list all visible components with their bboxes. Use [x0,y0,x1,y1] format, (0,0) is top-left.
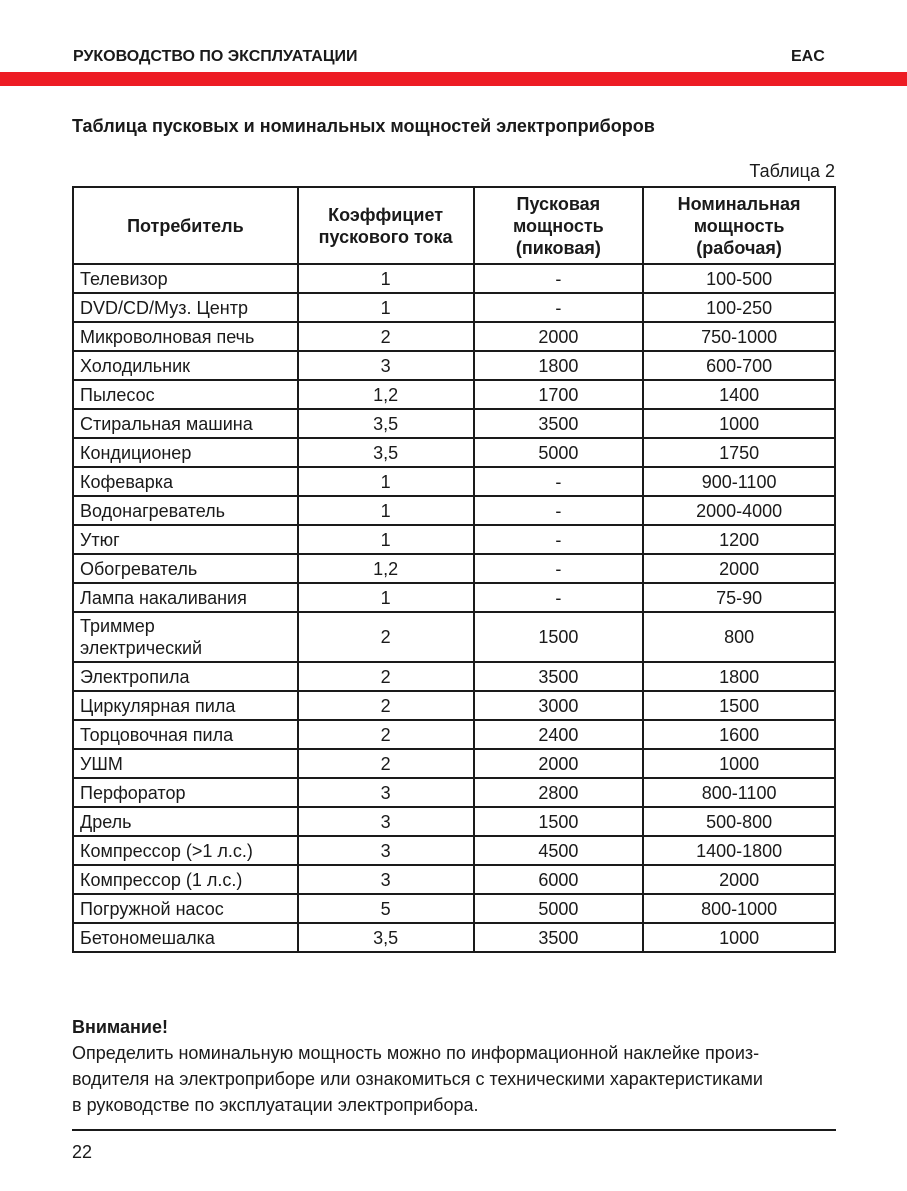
rated-power-cell: 1400 [643,380,835,409]
note-line: в руководстве по эксплуатации электроприбора. [72,1095,479,1115]
rated-power-cell: 100-500 [643,264,835,293]
rated-power-cell: 1500 [643,691,835,720]
coefficient-cell: 1,2 [298,554,474,583]
coefficient-cell: 2 [298,691,474,720]
consumer-cell: Водонагреватель [73,496,298,525]
peak-power-cell: 2400 [474,720,644,749]
coefficient-cell: 2 [298,749,474,778]
coefficient-cell: 3 [298,865,474,894]
rated-power-cell: 1800 [643,662,835,691]
coefficient-cell: 2 [298,612,474,662]
coefficient-cell: 2 [298,720,474,749]
peak-power-cell: - [474,496,644,525]
table-row [73,778,835,807]
column-header: Пусковая мощность (пиковая) [474,187,644,264]
note-line: водителя на электроприборе или ознакомиться с техническими характеристиками [72,1069,763,1089]
table-row [73,807,835,836]
rated-power-cell: 500-800 [643,807,835,836]
consumer-cell: Телевизор [73,264,298,293]
coefficient-cell: 3,5 [298,438,474,467]
rated-power-cell: 800-1100 [643,778,835,807]
running-header-title: РУКОВОДСТВО ПО ЭКСПЛУАТАЦИИ [73,48,358,65]
table-row [73,322,835,351]
rated-power-cell: 1600 [643,720,835,749]
peak-power-cell: 5000 [474,894,644,923]
peak-power-cell: 5000 [474,438,644,467]
peak-power-cell: - [474,293,644,322]
peak-power-cell: 2800 [474,778,644,807]
section-title: Таблица пусковых и номинальных мощностей электроприборов [72,116,655,136]
rated-power-cell: 1200 [643,525,835,554]
note-title: Внимание! [72,1017,168,1037]
table-row [73,662,835,691]
consumer-cell: Лампа накаливания [73,583,298,612]
consumer-cell: Утюг [73,525,298,554]
power-table [72,186,836,953]
coefficient-cell: 1 [298,583,474,612]
coefficient-cell: 2 [298,662,474,691]
note-line: Определить номинальную мощность можно по информационной наклейке произ- [72,1043,760,1063]
coefficient-cell: 2 [298,322,474,351]
consumer-cell: Бетономешалка [73,923,298,952]
coefficient-cell: 1,2 [298,380,474,409]
coefficient-cell: 3 [298,807,474,836]
table-row [73,554,835,583]
coefficient-cell: 3,5 [298,923,474,952]
consumer-cell: Стиральная машина [73,409,298,438]
rated-power-cell: 900-1100 [643,467,835,496]
peak-power-cell: 4500 [474,836,644,865]
consumer-cell: Микроволновая печь [73,322,298,351]
coefficient-cell: 1 [298,496,474,525]
rated-power-cell: 1000 [643,749,835,778]
consumer-cell: Дрель [73,807,298,836]
consumer-cell: Погружной насос [73,894,298,923]
coefficient-cell: 1 [298,293,474,322]
peak-power-cell: 1500 [474,807,644,836]
consumer-cell: Кофеварка [73,467,298,496]
coefficient-cell: 3,5 [298,409,474,438]
rated-power-cell: 75-90 [643,583,835,612]
consumer-cell: УШМ [73,749,298,778]
rated-power-cell: 600-700 [643,351,835,380]
rated-power-cell: 1000 [643,409,835,438]
consumer-cell: Торцовочная пила [73,720,298,749]
peak-power-cell: 2000 [474,322,644,351]
rated-power-cell: 800 [643,612,835,662]
table-row [73,409,835,438]
table-row [73,525,835,554]
table-row [73,583,835,612]
consumer-cell: Компрессор (1 л.с.) [73,865,298,894]
consumer-cell: DVD/CD/Муз. Центр [73,293,298,322]
consumer-cell: Обогреватель [73,554,298,583]
table-row [73,749,835,778]
table-row [73,467,835,496]
peak-power-cell: 6000 [474,865,644,894]
peak-power-cell: 1500 [474,612,644,662]
peak-power-cell: 2000 [474,749,644,778]
table-row [73,720,835,749]
rated-power-cell: 1000 [643,923,835,952]
table-row [73,496,835,525]
column-header: Потребитель [73,187,298,264]
peak-power-cell: - [474,583,644,612]
peak-power-cell: 1800 [474,351,644,380]
rated-power-cell: 2000 [643,865,835,894]
column-header: Номинальная мощность (рабочая) [643,187,835,264]
table-header-row [73,187,835,264]
column-header: Коэффициет пускового тока [298,187,474,264]
coefficient-cell: 5 [298,894,474,923]
peak-power-cell: - [474,554,644,583]
table-row [73,380,835,409]
peak-power-cell: 3500 [474,923,644,952]
consumer-cell: Циркулярная пила [73,691,298,720]
table-row [73,894,835,923]
table-row [73,865,835,894]
rated-power-cell: 100-250 [643,293,835,322]
table-label: Таблица 2 [749,161,835,181]
coefficient-cell: 1 [298,525,474,554]
consumer-cell: Компрессор (>1 л.с.) [73,836,298,865]
rated-power-cell: 1400-1800 [643,836,835,865]
table-row [73,351,835,380]
peak-power-cell: 3500 [474,409,644,438]
coefficient-cell: 1 [298,467,474,496]
consumer-cell: Пылесос [73,380,298,409]
peak-power-cell: 3500 [474,662,644,691]
consumer-cell: Кондиционер [73,438,298,467]
peak-power-cell: - [474,264,644,293]
consumer-cell: Триммер электрический [73,612,298,662]
footer-divider [72,1129,836,1131]
table-row [73,293,835,322]
consumer-cell: Электропила [73,662,298,691]
consumer-cell: Холодильник [73,351,298,380]
table-row [73,923,835,952]
rated-power-cell: 2000 [643,554,835,583]
rated-power-cell: 1750 [643,438,835,467]
coefficient-cell: 3 [298,351,474,380]
peak-power-cell: - [474,467,644,496]
eac-mark: EAC [791,48,825,65]
coefficient-cell: 1 [298,264,474,293]
consumer-cell: Перфоратор [73,778,298,807]
table-row [73,836,835,865]
table-row [73,691,835,720]
page-number: 22 [72,1142,93,1162]
rated-power-cell: 750-1000 [643,322,835,351]
table-row [73,438,835,467]
coefficient-cell: 3 [298,836,474,865]
peak-power-cell: 1700 [474,380,644,409]
table-row [73,612,835,662]
rated-power-cell: 800-1000 [643,894,835,923]
rated-power-cell: 2000-4000 [643,496,835,525]
peak-power-cell: 3000 [474,691,644,720]
coefficient-cell: 3 [298,778,474,807]
peak-power-cell: - [474,525,644,554]
table-row [73,264,835,293]
header-red-bar [0,72,907,86]
